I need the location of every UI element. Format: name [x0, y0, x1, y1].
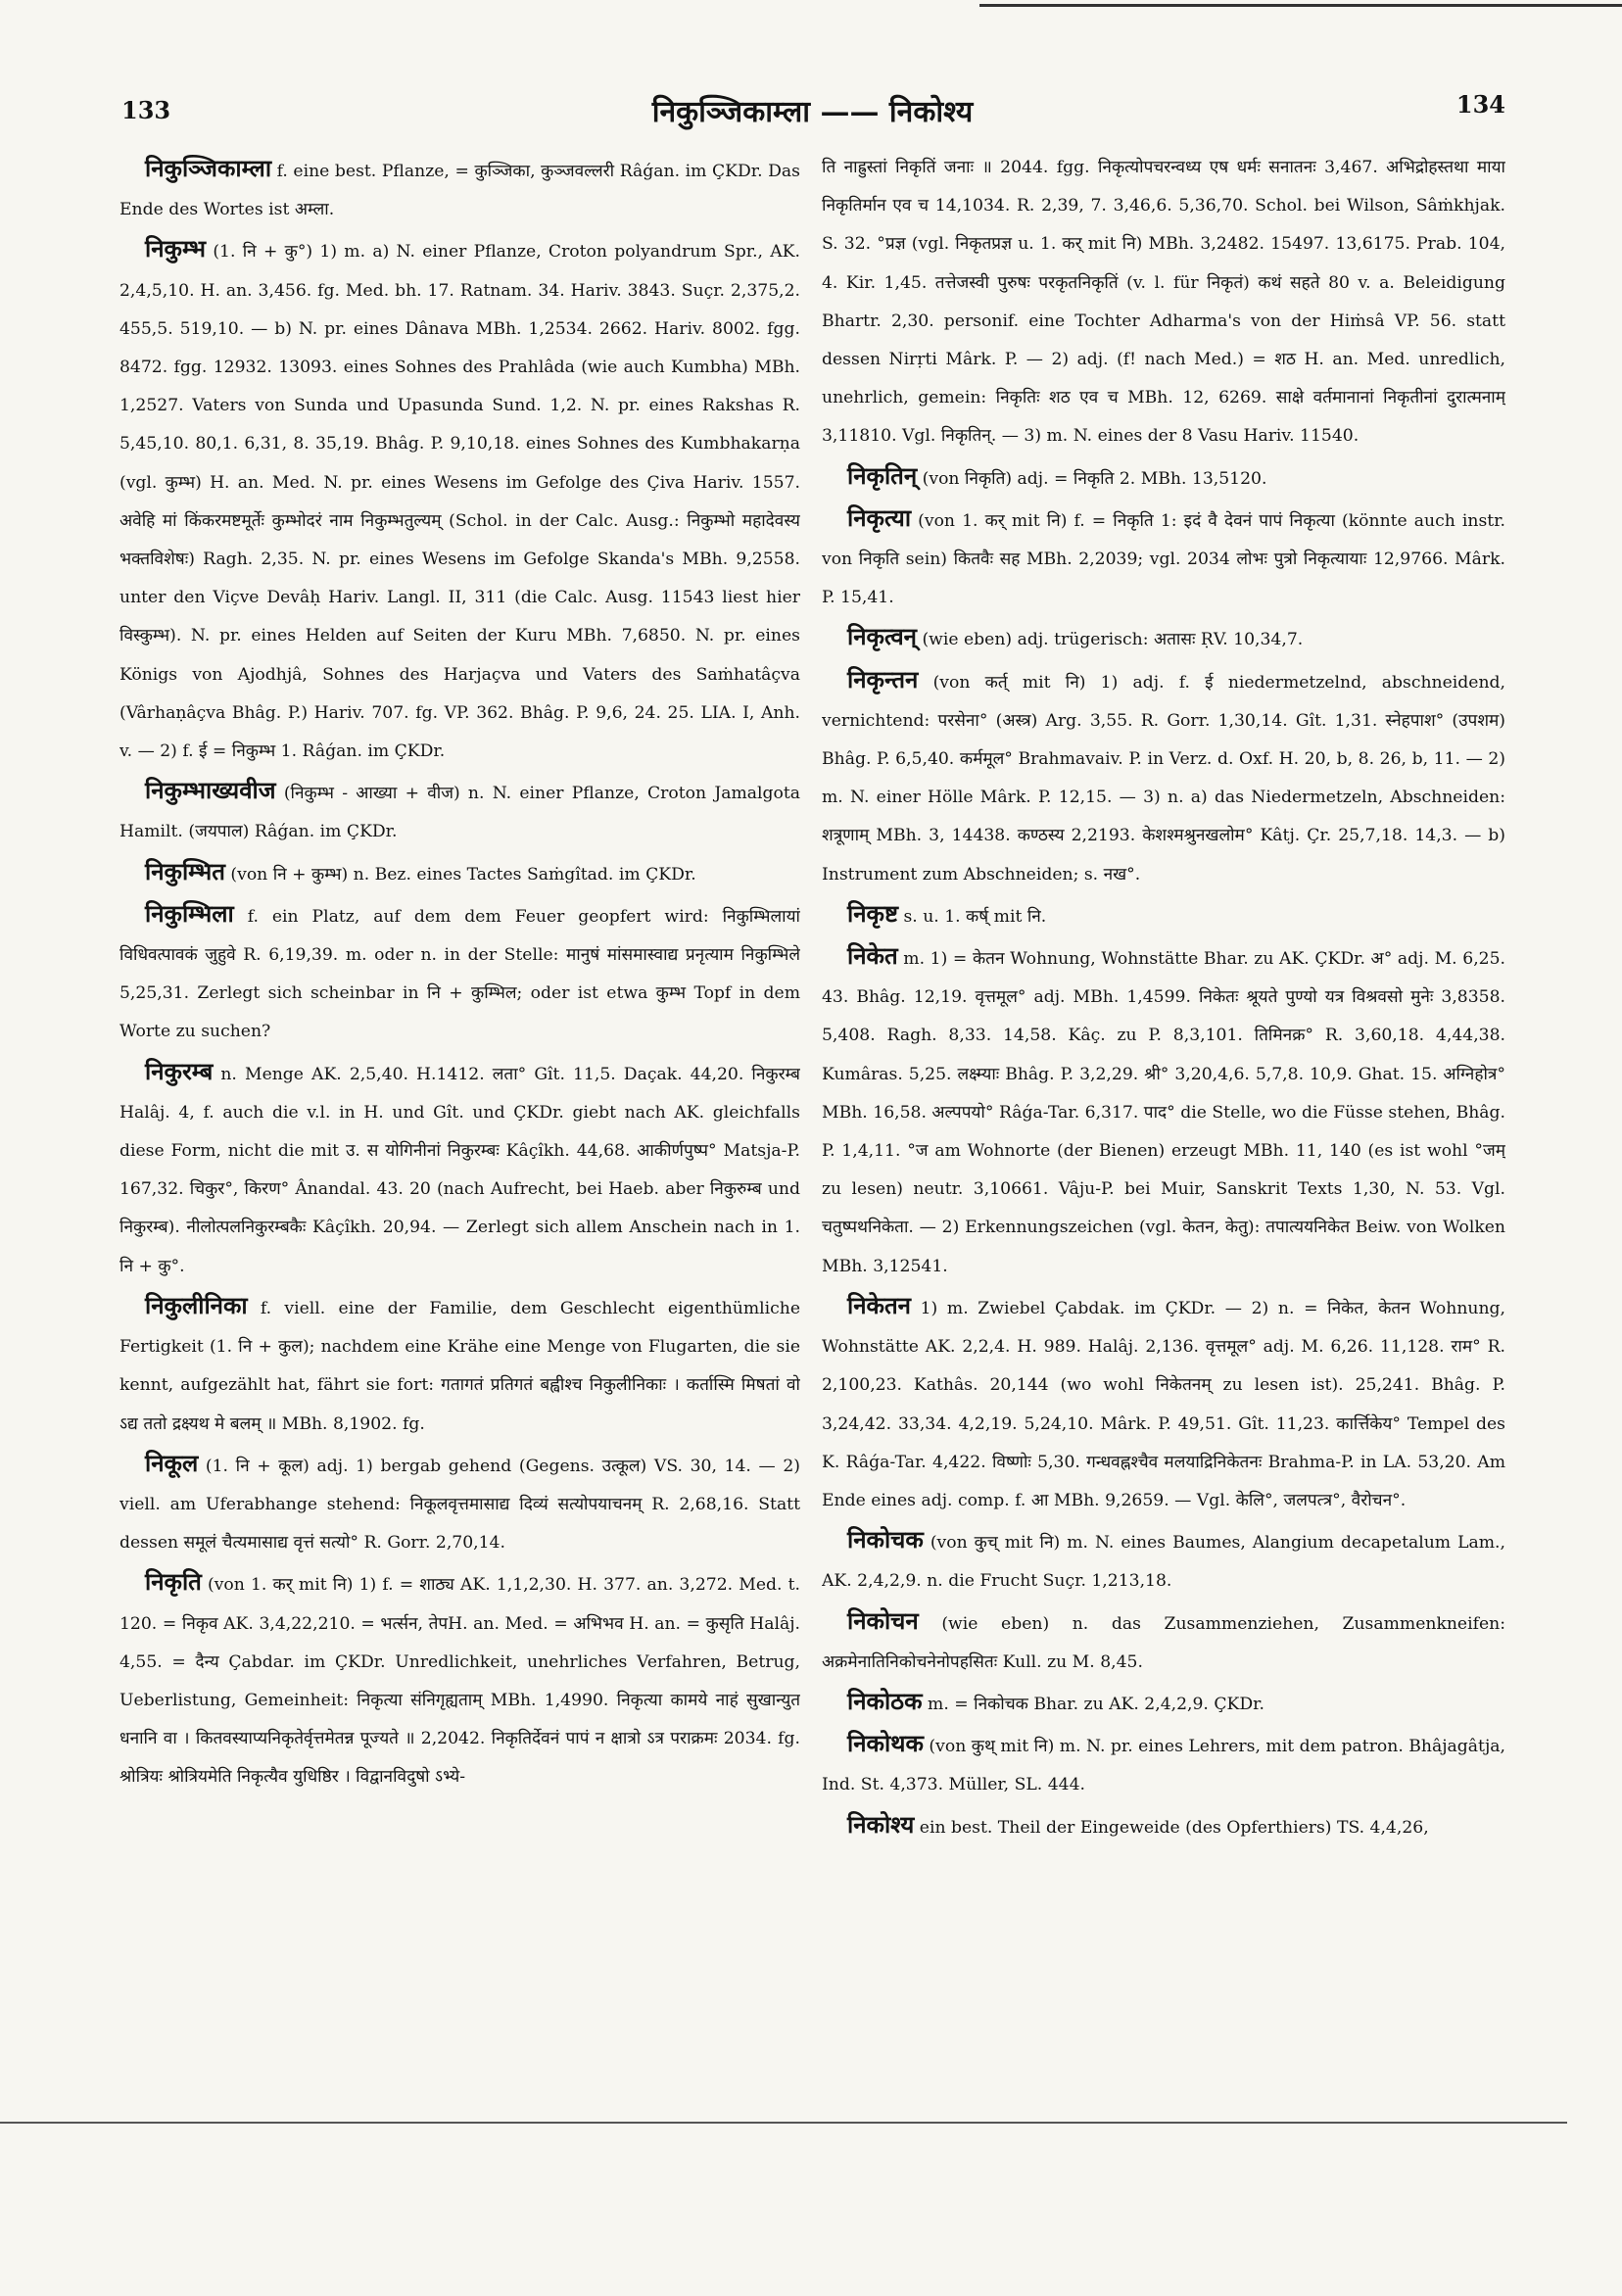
- entry-headword: निकूल: [145, 1448, 199, 1477]
- page-header: [119, 90, 1505, 129]
- top-edge-rule: [979, 4, 1622, 7]
- entry-headword: निकृन्तन: [847, 664, 919, 694]
- entry-headword: निकुम्भाख्यवीज: [145, 776, 276, 805]
- entry-text: f. eine best. Pflanze, = कुञ्जिका, कुञ्जवल्लरी Râǵan. im ÇKDr. Das Ende des Wortes ist अम्ला.: [119, 162, 800, 220]
- entry-headword: निकेत: [847, 941, 898, 971]
- dictionary-entry: [119, 1286, 800, 1444]
- entry-text: (von 1. कर् mit नि) f. = निकृति 1: इदं वै देवनं पापं निकृत्या (könnte auch instr. von निकृति sein) कितवैः सह MBh. 2,2039; vgl. 2034 लोभः पुत्रो निकृत्यायाः 12,9766. Mârk. P. 15,41.: [822, 510, 1505, 608]
- entry-headword: निकृत्वन्: [847, 622, 917, 651]
- entry-text: m. = निकोचक Bhar. zu AK. 2,4,2,9. ÇKDr.: [922, 1694, 1264, 1714]
- left-column: [119, 149, 800, 2108]
- entry-text: (von कुच् mit नि) m. N. eines Baumes, Alangium decapetalum Lam., AK. 2,4,2,9. n. die Frucht Suçr. 1,213,18.: [822, 1533, 1505, 1592]
- entry-text: ein best. Theil der Eingeweide (des Opferthiers) TS. 4,4,26,: [914, 1817, 1429, 1838]
- entry-headword: निकोश्य: [847, 1809, 915, 1839]
- running-title: निकुञ्जिकाम्ला —— निकोश्य: [651, 95, 974, 129]
- entry-text: (1. नि + कूल) adj. 1) bergab gehend (Gegens. उत्कूल) VS. 30, 14. — 2) viell. am Uferabhange stehend: निकूलवृत्तमासाद्य दिव्यं सत्योपयाचनम् R. 2,68,16. Statt dessen समूलं चैत्यमासाद्य वृत्तं सत्यो° R. Gorr. 2,70,14.: [119, 1456, 800, 1554]
- dictionary-entry: [822, 456, 1505, 499]
- dictionary-entry: [822, 1286, 1505, 1520]
- dictionary-entry: [822, 1805, 1505, 1847]
- entry-text: (निकुम्भ - आख्या + वीज) n. N. einer Pflanze, Croton Jamalgota Hamilt. (जयपाल) Râǵan. im ÇKDr.: [119, 784, 800, 842]
- entry-headword: निकुम्भिला: [145, 898, 234, 928]
- dictionary-entry: [822, 936, 1505, 1286]
- dictionary-entry: [822, 149, 1505, 456]
- entry-text: (von कुथ् mit नि) m. N. pr. eines Lehrers, mit dem patron. Bhâjagâtja, Ind. St. 4,373. Müller, SL. 444.: [822, 1737, 1505, 1795]
- page-number-left: 133: [121, 96, 171, 124]
- entry-headword: निकुरम्ब: [145, 1056, 214, 1085]
- entry-text: (von निकृति) adj. = निकृति 2. MBh. 13,5120.: [917, 468, 1267, 489]
- entry-text: m. 1) = केतन Wohnung, Wohnstätte Bhar. zu AK. ÇKDr. अ° adj. M. 6,25. 43. Bhâg. 12,19. वृत्तमूल° adj. MBh. 1,4599. निकेतः श्रूयते पुण्यो यत्र विश्रवसो मुनेः 3,8358. 5,408. Ragh. 8,33. 14,58. Kâç. zu P. 8,3,101. तिमिनक्र° R. 3,60,18. 4,44,38. Kumâras. 5,25. लक्ष्म्याः Bhâg. P. 3,2,29. श्री° 3,20,4,6. 5,7,8. 10,9. Ghat. 15. अग्निहोत्र° MBh. 16,58. अल्पपयो° Râǵa-Tar. 6,317. पाद° die Stelle, wo die Füsse stehen, Bhâg. P. 1,4,11. °ज am Wohnorte (der Bienen) erzeugt MBh. 11, 140 (es ist wohl °जम् zu lesen) neutr. 3,10661. Vâju-P. bei Muir, Sanskrit Texts 1,30, N. 53. Vgl. चतुष्पथनिकेता. — 2) Erkennungszeichen (vgl. केतन, केतु): तपात्ययनिकेत Beiw. von Wolken MBh. 3,12541.: [822, 949, 1505, 1276]
- dictionary-entry: [119, 894, 800, 1052]
- entry-text: (1. नि + कु°) 1) m. a) N. einer Pflanze, Croton polyandrum Spr., AK. 2,4,5,10. H. an. 3,456. fg. Med. bh. 17. Ratnam. 34. Hariv. 3843. Suçr. 2,375,2. 455,5. 519,10. — b) N. pr. eines Dânava MBh. 1,2534. 2662. Hariv. 8002. fgg. 8472. fgg. 12932. 13093. eines Sohnes des Prahlâda (wie auch Kumbha) MBh. 1,2527. Vaters von Sunda und Upasunda Sund. 1,2. N. pr. eines Rakshas R. 5,45,10. 80,1. 6,31, 8. 35,19. Bhâg. P. 9,10,18. eines Sohnes des Kumbhakarṇa (vgl. कुम्भ) H. an. Med. N. pr. eines Wesens im Gefolge des Çiva Hariv. 1557. अवेहि मां किंकरमष्टमूर्तेः कुम्भोदरं नाम निकुम्भतुल्यम् (Schol. in der Calc. Ausg.: निकुम्भो महादेवस्य भक्तविशेषः) Ragh. 2,35. N. pr. eines Wesens im Gefolge Skanda's MBh. 9,2558. unter den Viçve Devâḥ Hariv. Langl. II, 311 (die Calc. Ausg. 11543 liest hier विस्कुम्भ). N. pr. eines Helden auf Seiten der Kuru MBh. 7,6850. N. pr. eines Königs von Ajodhjâ, Sohnes des Harjaçva und Vaters des Saṁhatâçva (Vârhaṇâçva Bhâg. P.) Hariv. 707. fg. VP. 362. Bhâg. P. 9,6, 24. 25. LIA. I, Anh. v. — 2) f. ई = निकुम्भ 1. Râǵan. im ÇKDr.: [119, 242, 800, 762]
- entry-text: (von नि + कुम्भ) n. Bez. eines Tactes Saṁgîtad. im ÇKDr.: [224, 864, 696, 885]
- dictionary-entry: [822, 617, 1505, 659]
- entry-text: f. ein Platz, auf dem dem Feuer geopfert wird: निकुम्भिलायां विधिवत्पावकं जुहुवे R. 6,19,39. m. oder n. in der Stelle: मानुषं मांसमास्वाद्य प्रनृत्याम निकुम्भिले 5,25,31. Zerlegt sich scheinbar in नि + कुम्भिल; oder ist etwa कुम्भ Topf in dem Worte zu suchen?: [119, 906, 800, 1042]
- entry-text: (von कर्त् mit नि) 1) adj. f. ई niedermetzelnd, abschneidend, vernichtend: परसेना° (अस्त्र) Arg. 3,55. R. Gorr. 1,30,14. Gît. 1,31. स्नेहपाश° (उपशम) Bhâg. P. 6,5,40. कर्ममूल° Brahmavaiv. P. in Verz. d. Oxf. H. 20, b, 8. 26, b, 11. — 2) m. N. einer Hölle Mârk. P. 12,15. — 3) n. a) das Niedermetzeln, Abschneiden: शत्रूणाम् MBh. 3, 14438. कण्ठस्य 2,2193. केशश्मश्रुनखलोम° Kâtj. Çr. 25,7,18. 14,3. — b) Instrument zum Abschneiden; s. नख°.: [822, 672, 1505, 885]
- entry-text: 1) m. Zwiebel Çabdak. im ÇKDr. — 2) n. = निकेत, केतन Wohnung, Wohnstätte AK. 2,2,4. H. 989. Halâj. 2,136. वृत्तमूल° adj. M. 6,26. 11,128. राम° R. 2,100,23. Kathâs. 20,144 (wo wohl निकेतनम् zu lesen ist). 25,241. Bhâg. P. 3,24,42. 33,34. 4,2,19. 5,24,10. Mârk. P. 49,51. Gît. 11,23. कार्त्तिकेय° Tempel des K. Râǵa-Tar. 4,422. विष्णोः 5,30. गन्धवह्नश्चैव मलयाद्रिनिकेतनः Brahma-P. in LA. 53,20. Am Ende eines adj. comp. f. आ MBh. 9,2659. — Vgl. केलि°, जलपत्त्र°, वैरोचन°.: [822, 1298, 1505, 1510]
- entry-text: (von 1. कर् mit नि) 1) f. = शाठ्य AK. 1,1,2,30. H. 377. an. 3,272. Med. t. 120. = निकृव AK. 3,4,22,210. = भर्त्सन, तेपH. an. Med. = अभिभव H. an. = कुसृति Halâj. 4,55. = दैन्य Çabdar. im ÇKDr. Unredlichkeit, unehrliches Verfahren, Betrug, Ueberlistung, Gemeinheit: निकृत्या संनिगृह्यताम् MBh. 1,4990. निकृत्या कामये नाहं सुखान्युत धनानि वा । कितवस्याप्यनिकृतेर्वृत्तमेतन्न पूज्यते ॥ 2,2042. निकृतिर्देवनं पापं न क्षात्रो ऽत्र पराक्रमः 2034. fg. श्रोत्रियः श्रोत्रियमेति निकृत्यैव युधिष्ठिर । विद्वानविदुषो ऽभ्ये-: [119, 1575, 800, 1788]
- dictionary-entry: [822, 1602, 1505, 1682]
- entry-headword: निकृत्या: [847, 502, 912, 532]
- entry-headword: निकृतिन्: [847, 460, 918, 490]
- dictionary-entry: [822, 660, 1505, 894]
- bottom-rule: [0, 2122, 1567, 2124]
- entry-headword: निकृति: [145, 1567, 202, 1597]
- entry-headword: निकुञ्जिकाम्ला: [145, 154, 272, 182]
- dictionary-entry: [119, 852, 800, 894]
- entry-headword: निकुम्भ: [145, 234, 207, 263]
- dictionary-entry: [822, 1682, 1505, 1724]
- entry-text: (wie eben) n. das Zusammenziehen, Zusammenkneifen: अक्रमेनातिनिकोचनेनोपहसितः Kull. zu M. 8,45.: [822, 1613, 1505, 1672]
- entry-headword: निकोथक: [847, 1729, 924, 1758]
- dictionary-entry: [119, 771, 800, 851]
- entry-headword: निकेतन: [847, 1290, 911, 1319]
- dictionary-entry: [822, 499, 1505, 618]
- dictionary-entry: [822, 1724, 1505, 1804]
- entry-text: f. viell. eine der Familie, dem Geschlecht eigenthümliche Fertigkeit (1. नि + कुल); nachdem eine Krähe eine Menge von Flugarten, die sie kennt, aufgezählt hat, fährt sie fort: गतागतं प्रतिगतं बह्वीश्च निकुलीनिकाः । कर्तास्मि मिषतां वो ऽद्य ततो द्रक्ष्यथ मे बलम् ॥ MBh. 8,1902. fg.: [119, 1298, 800, 1434]
- entry-headword: निकोठक: [847, 1686, 923, 1715]
- entry-text: ति नाह्रुस्तां निकृतिं जनाः ॥ 2044. fgg. निकृत्योपचरन्वध्य एष धर्मः सनातनः 3,467. अभिद्रोहस्तथा माया निकृतिर्मान एव च 14,1034. R. 2,39, 7. 3,46,6. 5,36,70. Schol. bei Wilson, Sâṁkhjak. S. 32. °प्रज्ञ (vgl. निकृतप्रज्ञ u. 1. कर् mit नि) MBh. 3,2482. 15497. 13,6175. Prab. 104, 4. Kir. 1,45. तत्तेजस्वी पुरुषः परकृतनिकृतिं (v. l. für निकृतं) कथं सहते 80 v. a. Beleidigung Bhartr. 2,30. personif. eine Tochter Adharma's von der Hiṁsâ VP. 56. statt dessen Nirṛti Mârk. P. — 2) adj. (f! nach Med.) = शठ H. an. Med. unredlich, unehrlich, gemein: निकृतिः शठ एव च MBh. 12, 6269. साक्षे वर्तमानानां निकृतीनां दुरात्मनाम् 3,11810. Vgl. निकृतिन्. — 3) m. N. eines der 8 Vasu Hariv. 11540.: [822, 158, 1505, 447]
- dictionary-entry: [119, 1444, 800, 1563]
- dictionary-entry: [119, 1052, 800, 1286]
- entry-text: n. Menge AK. 2,5,40. H.1412. लता° Gît. 11,5. Daçak. 44,20. निकुरम्ब Halâj. 4, f. auch die v.l. in H. und Gît. und ÇKDr. giebt nach AK. gleichfalls diese Form, nicht die mit उ. स योगिनीनां निकुरम्बः Kâçîkh. 44,68. आकीर्णपुष्प° Matsja-P. 167,32. चिकुर°, किरण° Ânandal. 43. 20 (nach Aufrecht, bei Haeb. aber निकुरुम्ब und निकुरम्ब). नीलोत्पलनिकुरम्बकैः Kâçîkh. 20,94. — Zerlegt sich allem Anschein nach in 1. नि + कु°.: [119, 1064, 800, 1276]
- page-number-right: 134: [1455, 90, 1505, 119]
- entry-headword: निकृष्ट: [847, 898, 898, 928]
- entry-headword: निकुम्भित: [145, 856, 225, 885]
- entry-headword: निकुलीनिका: [145, 1290, 248, 1319]
- right-column: [822, 149, 1505, 2108]
- entry-headword: निकोचन: [847, 1605, 919, 1635]
- entry-headword: निकोचक: [847, 1525, 924, 1555]
- entry-text: (wie eben) adj. trügerisch: अतासः ṚV. 10,34,7.: [917, 630, 1304, 650]
- dictionary-entry: [119, 1562, 800, 1796]
- dictionary-entry: [822, 1520, 1505, 1601]
- entry-text: s. u. 1. कर्ष् mit नि.: [897, 906, 1047, 927]
- dictionary-entry: [822, 894, 1505, 936]
- dictionary-entry: [119, 149, 800, 229]
- dictionary-entry: [119, 229, 800, 771]
